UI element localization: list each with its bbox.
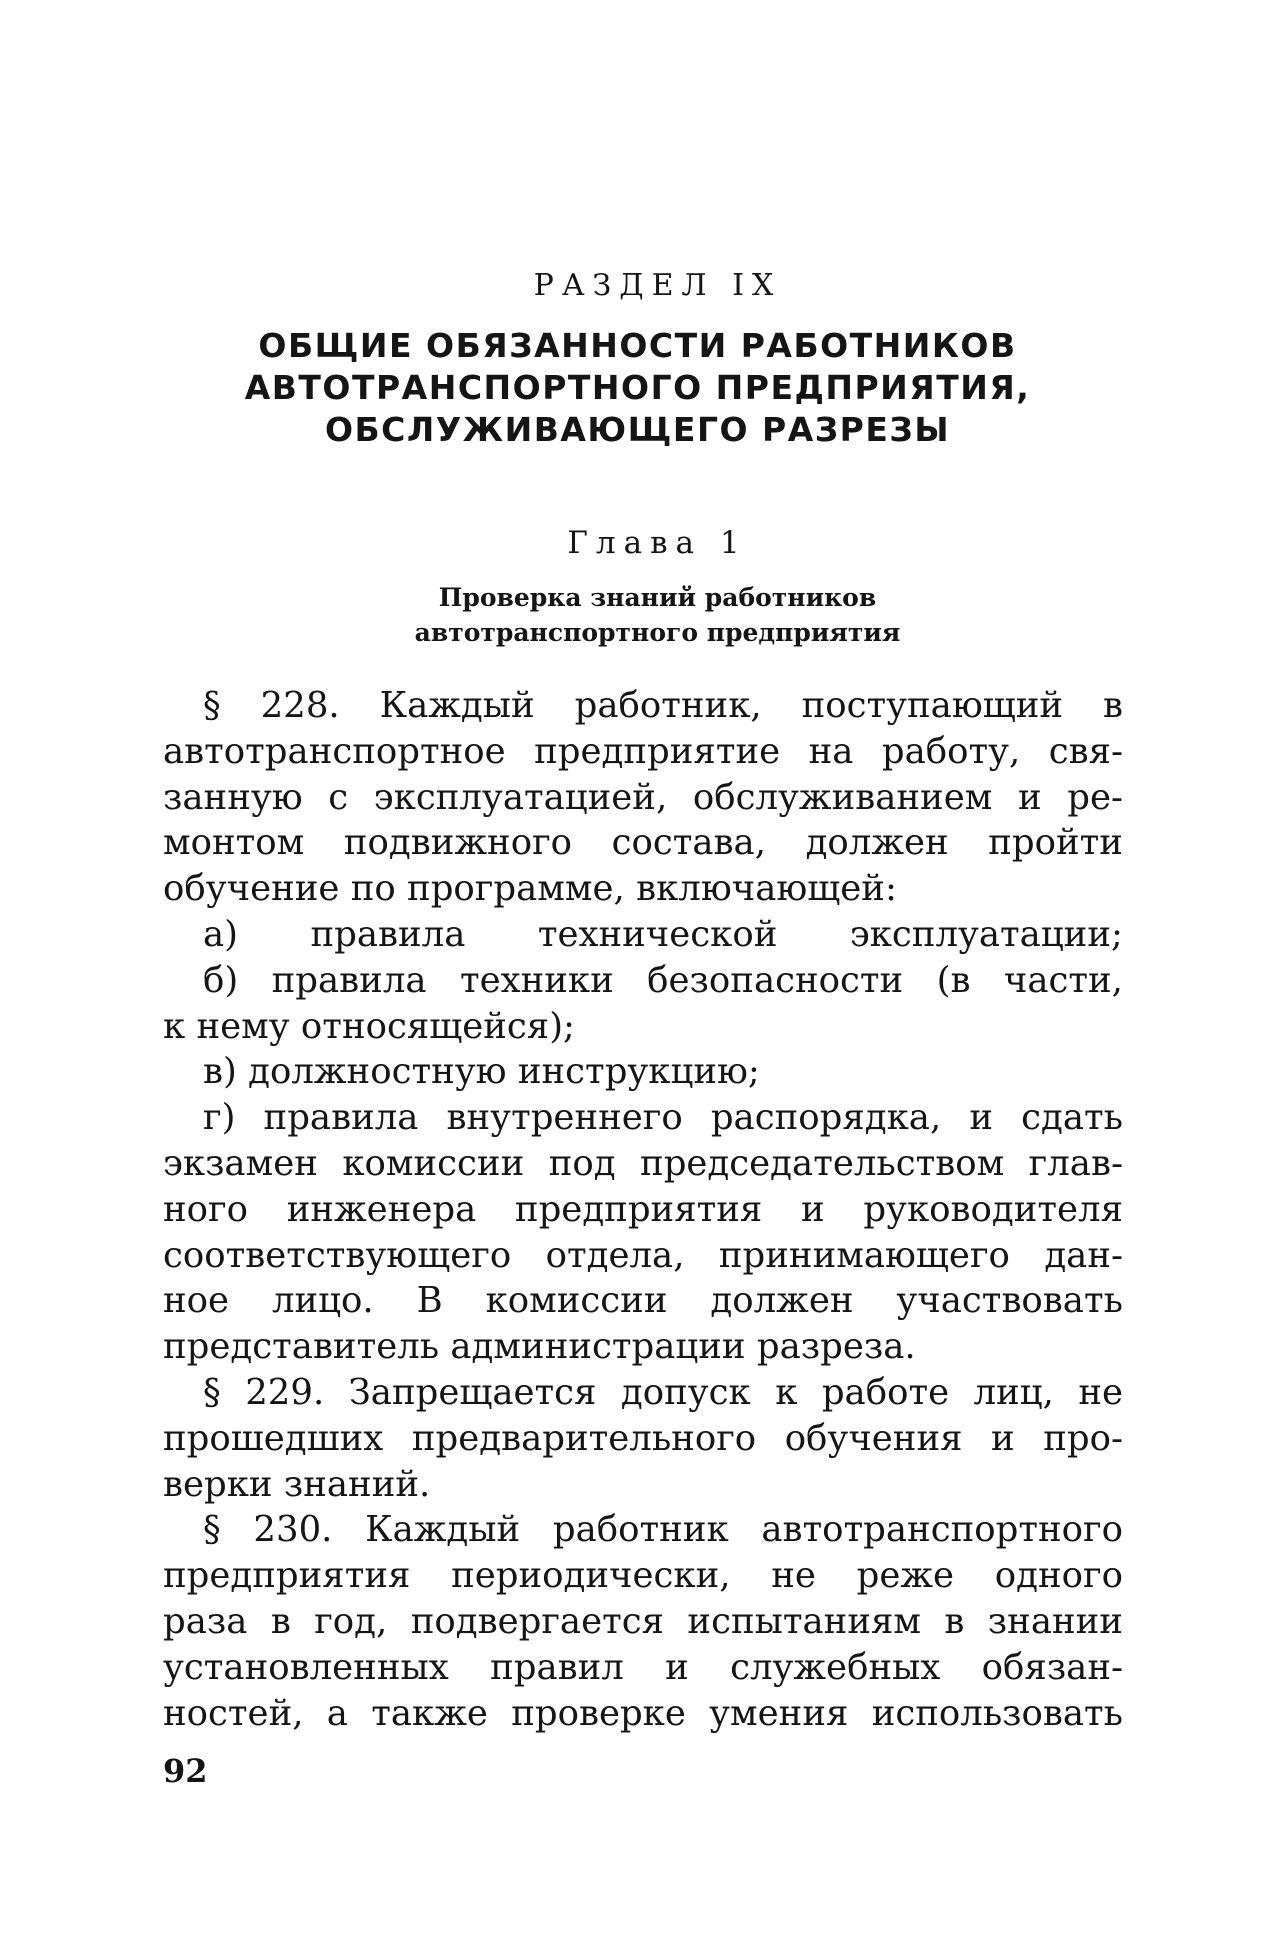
body-text-word: дан-	[1044, 1234, 1123, 1276]
body-text-word: распорядка,	[710, 1097, 942, 1139]
body-text-word: Каждый	[365, 1509, 521, 1551]
body-text-word: использовать	[871, 1692, 1123, 1734]
body-text-word: Каждый	[379, 685, 535, 726]
body-text	[163, 683, 1123, 1736]
body-text-word: отдела,	[545, 1234, 685, 1276]
body-text-line	[163, 1278, 1123, 1324]
body-text-word: глав-	[1028, 1142, 1123, 1184]
body-text-word: (в	[936, 959, 971, 1001]
body-text-word: 230.	[253, 1509, 333, 1551]
body-text-word: монтом	[163, 822, 305, 864]
body-text-line	[163, 729, 1123, 775]
body-text-word: г)	[203, 1097, 236, 1139]
chapter-subtitle-line: автотранспортного предприятия	[414, 618, 901, 647]
chapter-subtitle-line: Проверка знаний работников	[438, 583, 877, 612]
body-text-word: не	[1078, 1371, 1123, 1413]
body-text-word: руководителя	[863, 1188, 1123, 1230]
body-text-word: Запрещается	[348, 1371, 597, 1413]
body-text-word: правила	[263, 1097, 419, 1139]
body-text-word: установленных	[163, 1646, 449, 1688]
body-text-word: знании	[987, 1600, 1123, 1642]
body-text-word: работу,	[881, 730, 1021, 772]
body-text-word: должен	[805, 822, 949, 864]
body-text-line	[163, 1370, 1123, 1416]
body-text-line: обучение по программе, включающей:	[163, 868, 897, 910]
page-number: 92	[163, 1752, 208, 1790]
body-text-line: к нему относящейся);	[163, 1005, 576, 1047]
body-text-word: соответствующего	[163, 1234, 512, 1276]
body-text-word: председательством	[640, 1142, 1005, 1184]
body-text-line	[163, 1507, 1123, 1553]
body-text-word: автотранспортного	[761, 1509, 1123, 1551]
body-text-word: внутреннего	[446, 1097, 683, 1139]
body-text-word: работник	[552, 1509, 729, 1551]
body-text-word: эксплуатации;	[849, 913, 1123, 955]
body-text-word: §	[203, 1371, 221, 1413]
body-text-line: в) должностную инструкцию;	[203, 1051, 760, 1093]
body-text-word: участвовать	[896, 1280, 1123, 1322]
body-text-word: обучения	[784, 1417, 963, 1459]
body-text-word: комиссии	[485, 1280, 668, 1322]
body-text-word: и	[969, 1097, 993, 1139]
body-text-word: безопасности	[647, 959, 904, 1001]
body-text-word: под	[548, 1142, 616, 1184]
body-text-word: а	[326, 1692, 348, 1734]
body-text-line	[163, 1691, 1123, 1737]
body-text-word: на	[808, 730, 854, 772]
section-title: РАЗДЕЛ IX	[533, 268, 782, 303]
body-text-word: служебных	[730, 1646, 941, 1688]
body-text-line	[163, 683, 1123, 729]
body-text-line	[163, 1553, 1123, 1599]
body-text-word: про-	[1043, 1417, 1123, 1459]
body-text-word: комиссии	[342, 1142, 525, 1184]
body-text-word: одного	[994, 1555, 1123, 1597]
body-text-word: ное	[163, 1280, 230, 1322]
body-text-word: автотранспортное	[163, 730, 506, 772]
body-text-line	[163, 1599, 1123, 1645]
body-text-word: инженера	[286, 1188, 477, 1230]
body-text-word: пройти	[988, 822, 1123, 864]
body-text-line	[163, 775, 1123, 821]
body-text-word: В	[416, 1280, 443, 1322]
body-text-word: предприятия	[163, 1555, 411, 1597]
body-text-word: предварительного	[411, 1417, 757, 1459]
body-text-word: подвергается	[410, 1600, 665, 1642]
body-text-word: к	[775, 1371, 798, 1413]
body-text-word: 228.	[260, 685, 340, 726]
body-text-word: §	[203, 1509, 221, 1551]
body-text-word: периодически,	[451, 1555, 731, 1597]
body-text-word: и	[991, 1417, 1015, 1459]
body-text-line	[163, 958, 1123, 1004]
body-text-word: свя-	[1048, 730, 1123, 772]
body-text-word: эксплуатацией,	[373, 776, 668, 818]
body-text-word: проверке	[511, 1692, 686, 1734]
body-text-word: технической	[537, 913, 778, 955]
section-heading-line: ОБЩИЕ ОБЯЗАННОСТИ РАБОТНИКОВ	[258, 326, 1017, 365]
chapter-subtitle	[20, 580, 1275, 650]
body-text-word: прошедших	[163, 1417, 384, 1459]
body-text-word: 229.	[245, 1371, 325, 1413]
body-text-word: ностей,	[163, 1692, 304, 1734]
body-text-word: обслуживанием	[692, 776, 993, 818]
section-heading-line: ОБСЛУЖИВАЮЩЕГО РАЗРЕЗЫ	[324, 410, 951, 449]
section-heading-line: АВТОТРАНСПОРТНОГО ПРЕДПРИЯТИЯ,	[244, 368, 1031, 407]
body-text-word: год,	[314, 1600, 388, 1642]
body-text-line	[163, 1645, 1123, 1691]
body-text-word: должен	[710, 1280, 854, 1322]
body-text-word: сдать	[1021, 1097, 1123, 1139]
body-text-word: лиц,	[973, 1371, 1054, 1413]
body-text-word: также	[371, 1692, 488, 1734]
body-text-word: техники	[459, 959, 614, 1001]
chapter-title: Глава 1	[567, 525, 748, 561]
body-text-word: части,	[1003, 959, 1123, 1001]
body-text-word: и	[665, 1646, 689, 1688]
body-text-word: б)	[203, 959, 239, 1001]
body-text-word: испытаниям	[687, 1600, 922, 1642]
body-text-word: состава,	[611, 822, 766, 864]
body-text-word: и	[800, 1188, 825, 1230]
body-text-word: умения	[709, 1692, 849, 1734]
body-text-line	[163, 1187, 1123, 1233]
body-text-line	[163, 1095, 1123, 1141]
body-text-word: и	[1017, 776, 1042, 818]
body-text-word: правила	[310, 913, 466, 955]
body-text-line	[163, 820, 1123, 866]
body-text-word: обязан-	[981, 1646, 1123, 1688]
body-text-word: экзамен	[163, 1142, 318, 1184]
body-text-word: в	[1103, 685, 1123, 726]
body-text-word: работник,	[574, 685, 762, 726]
body-text-line	[163, 1416, 1123, 1462]
body-text-line	[163, 1233, 1123, 1279]
body-text-word: занную	[163, 776, 303, 818]
body-text-word: работе	[821, 1371, 950, 1413]
body-text-word: подвижного	[343, 822, 573, 864]
body-text-word: допуск	[620, 1371, 751, 1413]
body-text-word: в	[944, 1600, 965, 1642]
section-heading	[0, 325, 1275, 451]
body-text-word: с	[328, 776, 349, 818]
body-text-line	[163, 912, 1123, 958]
body-text-word: предприятия	[514, 1188, 763, 1230]
body-text-line: верки знаний.	[163, 1463, 431, 1505]
body-text-word: правила	[271, 959, 427, 1001]
body-text-word: а)	[203, 913, 239, 955]
body-text-line: представитель администрации разреза.	[163, 1326, 916, 1368]
body-text-word: принимающего	[718, 1234, 1010, 1276]
body-text-word: раза	[163, 1600, 248, 1642]
body-text-line	[163, 1141, 1123, 1187]
body-text-word: предприятие	[534, 730, 781, 772]
body-text-word: ного	[163, 1188, 249, 1230]
body-text-word: §	[203, 685, 221, 726]
body-text-word: поступающий	[801, 685, 1064, 726]
body-text-word: правил	[490, 1646, 624, 1688]
body-text-word: реже	[856, 1555, 955, 1597]
body-text-word: в	[270, 1600, 291, 1642]
body-text-word: не	[771, 1555, 816, 1597]
body-text-word: лицо.	[271, 1280, 374, 1322]
body-text-word: ре-	[1067, 776, 1123, 818]
